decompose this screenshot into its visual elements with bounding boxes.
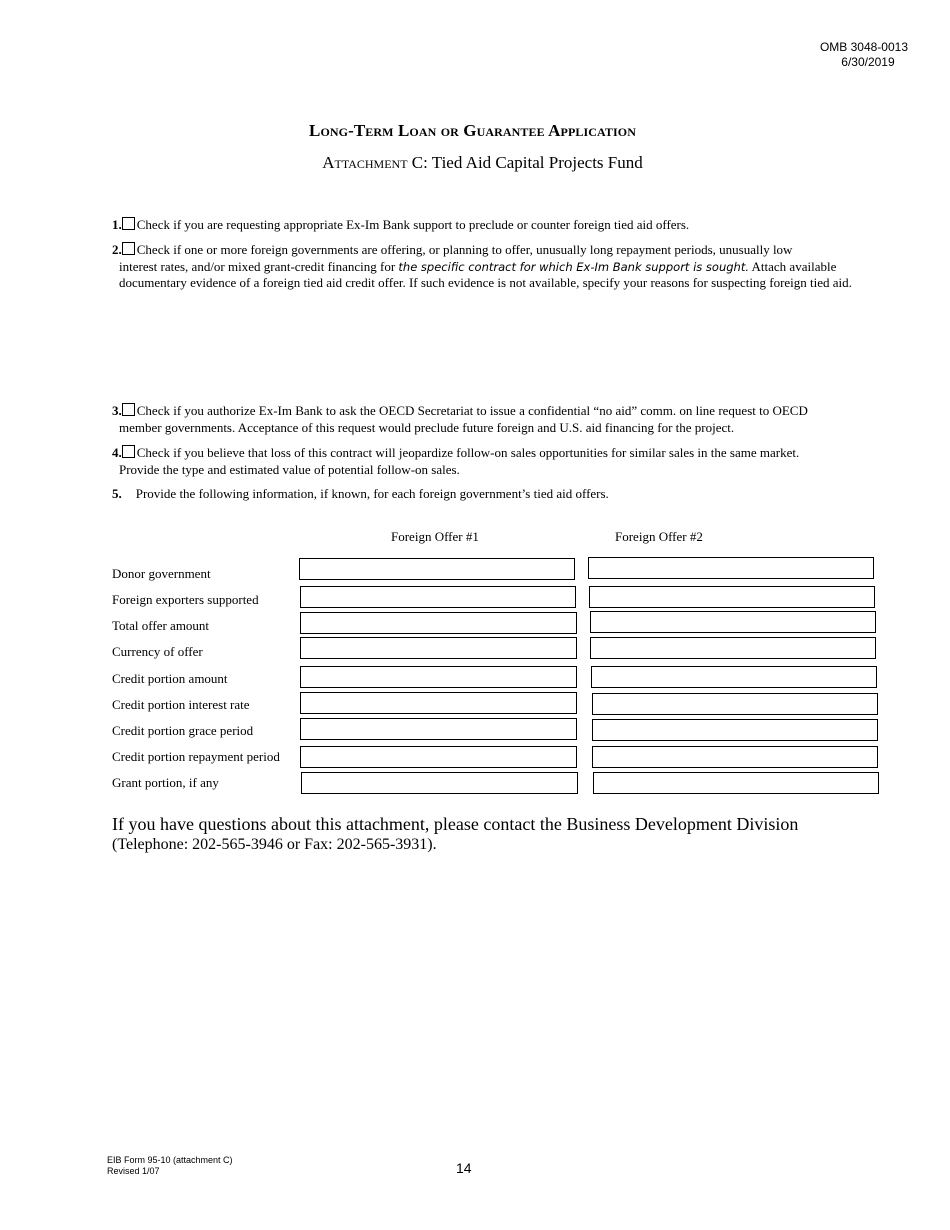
footer-form-info bbox=[107, 1155, 233, 1177]
page-subtitle bbox=[0, 153, 950, 173]
question-1-checkbox[interactable] bbox=[122, 217, 135, 230]
subtitle-rest: C: Tied Aid Capital Projects Fund bbox=[407, 153, 643, 172]
question-4 bbox=[112, 445, 867, 478]
question-number: 3. bbox=[112, 403, 122, 418]
question-text: Provide the following information, if known, for each foreign government’s tied aid offers. bbox=[135, 486, 609, 501]
row-label-credit-amount: Credit portion amount bbox=[112, 671, 228, 686]
question-text-italic: the specific contract for which Ex-Im Bank support is sought. bbox=[398, 259, 749, 274]
subtitle-attachment: Attachment bbox=[322, 153, 408, 172]
offer-2-donor-government-input[interactable] bbox=[588, 557, 874, 579]
question-3-checkbox[interactable] bbox=[122, 403, 135, 416]
omb-date: 6/30/2019 bbox=[841, 55, 895, 69]
row-label-grant-portion: Grant portion, if any bbox=[112, 775, 219, 790]
question-text: interest rates, and/or mixed grant-credit financing for bbox=[119, 258, 399, 274]
footer-form-name: EIB Form 95-10 (attachment C) bbox=[107, 1155, 233, 1165]
row-label-credit-grace-period: Credit portion grace period bbox=[112, 723, 254, 738]
contact-note bbox=[112, 813, 872, 855]
offer-1-credit-repayment-period-input[interactable] bbox=[300, 746, 577, 768]
row-label-currency: Currency of offer bbox=[112, 644, 203, 659]
row-label-credit-repayment-period: Credit portion repayment period bbox=[112, 749, 280, 764]
question-number: 4. bbox=[112, 445, 122, 460]
question-2 bbox=[112, 242, 867, 292]
question-1 bbox=[112, 217, 867, 234]
question-4-checkbox[interactable] bbox=[122, 445, 135, 458]
question-5 bbox=[112, 486, 867, 503]
offer-2-total-offer-amount-input[interactable] bbox=[590, 611, 876, 633]
question-text: Attach available documentary evidence of a foreign tied aid credit offer. If such evidence is not available, specify your reasons for suspecting foreign tied aid. bbox=[119, 258, 852, 290]
omb-block bbox=[820, 40, 908, 70]
question-text: member governments. Acceptance of this request would preclude future foreign and U.S. aid financing for the project. bbox=[119, 419, 735, 435]
footer-revised: Revised 1/07 bbox=[107, 1166, 160, 1176]
offer-2-foreign-exporters-input[interactable] bbox=[589, 586, 875, 608]
offer-1-credit-grace-period-input[interactable] bbox=[300, 718, 577, 740]
page-title: Long-Term Loan or Guarantee Application bbox=[309, 121, 636, 140]
row-label-donor-government: Donor government bbox=[112, 566, 211, 581]
question-number: 5. bbox=[112, 486, 122, 501]
row-label-total-offer-amount: Total offer amount bbox=[112, 618, 210, 633]
row-label-credit-interest-rate: Credit portion interest rate bbox=[112, 697, 250, 712]
column-header-offer-2: Foreign Offer #2 bbox=[615, 529, 703, 544]
offer-2-credit-interest-rate-input[interactable] bbox=[592, 693, 878, 715]
question-text: Check if you are requesting appropriate Ex-Im Bank support to preclude or counter foreign tied aid offers. bbox=[136, 217, 690, 232]
offer-1-credit-interest-rate-input[interactable] bbox=[300, 692, 577, 714]
question-number: 2. bbox=[112, 242, 122, 257]
question-2-continuation bbox=[112, 259, 867, 292]
offer-1-foreign-exporters-input[interactable] bbox=[300, 586, 576, 608]
offer-2-credit-repayment-period-input[interactable] bbox=[592, 746, 878, 768]
offer-2-credit-amount-input[interactable] bbox=[591, 666, 877, 688]
question-text: Check if you believe that loss of this contract will jeopardize follow-on sales opportunities for similar sales in the same market. bbox=[136, 445, 800, 460]
offer-1-total-offer-amount-input[interactable] bbox=[300, 612, 577, 634]
column-header-offer-1: Foreign Offer #1 bbox=[391, 529, 479, 544]
page-number: 14 bbox=[456, 1160, 472, 1176]
question-number: 1. bbox=[112, 217, 122, 232]
offer-2-grant-portion-input[interactable] bbox=[593, 772, 879, 794]
offer-1-currency-input[interactable] bbox=[300, 637, 577, 659]
question-text: Check if you authorize Ex-Im Bank to ask the OECD Secretariat to issue a confidential “no aid” comm. on line request to OECD bbox=[136, 403, 808, 418]
contact-line-1: If you have questions about this attachment, please contact the Business Development Division bbox=[112, 814, 799, 834]
question-text: Check if one or more foreign governments are offering, or planning to offer, unusually long repayment periods, unusually low bbox=[136, 242, 793, 257]
question-3 bbox=[112, 403, 867, 436]
row-label-foreign-exporters: Foreign exporters supported bbox=[112, 592, 259, 607]
offer-1-credit-amount-input[interactable] bbox=[300, 666, 577, 688]
offer-1-donor-government-input[interactable] bbox=[299, 558, 575, 580]
question-2-checkbox[interactable] bbox=[122, 242, 135, 255]
offer-2-currency-input[interactable] bbox=[590, 637, 876, 659]
question-text: Provide the type and estimated value of potential follow-on sales. bbox=[119, 461, 460, 477]
omb-number: OMB 3048-0013 bbox=[819, 40, 908, 54]
contact-line-2: (Telephone: 202-565-3946 or Fax: 202-565-3931). bbox=[112, 836, 437, 853]
offer-1-grant-portion-input[interactable] bbox=[301, 772, 578, 794]
offer-2-credit-grace-period-input[interactable] bbox=[592, 719, 878, 741]
